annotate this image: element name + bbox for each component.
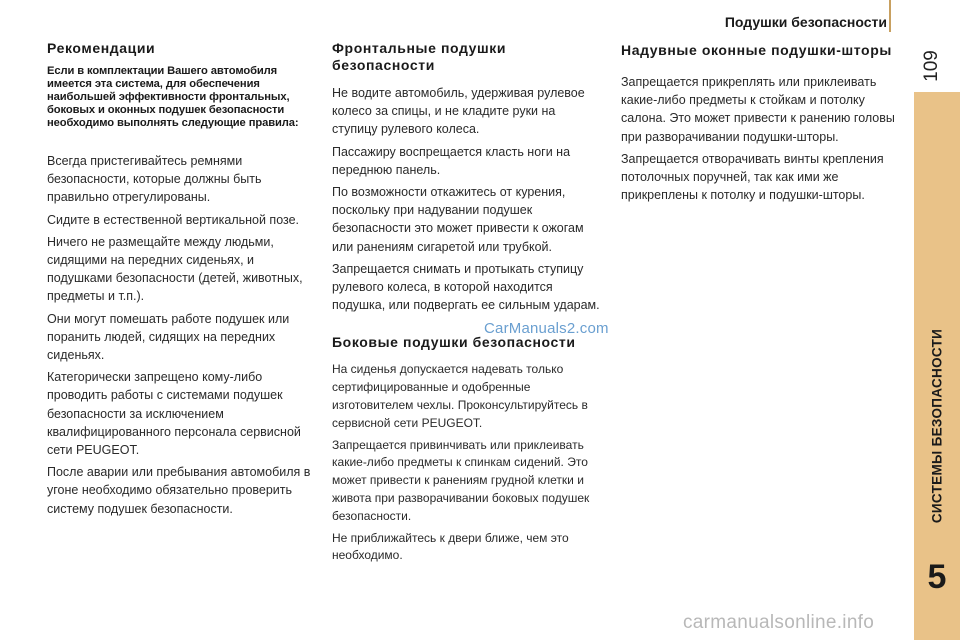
column-curtain-airbags <box>621 42 896 208</box>
front-airbags-heading: Фронтальные подушки безопасности <box>332 40 507 73</box>
curtain-airbags-heading: Надувные оконные подушки-шторы <box>621 42 892 58</box>
paragraph: Запрещается прикреплять или приклеивать какие-либо предметы к стойкам и потолку салона. Это может привести к ранению головы при разворачивании подушки-шторы. <box>621 75 895 144</box>
watermark-carmanualsonline: carmanualsonline.info <box>683 612 875 633</box>
paragraph: На сиденья допускается надевать только сертифицированные и одобренные изготовителем чехлы. Проконсультируйтесь в сервисной сети PEUGEOT. <box>332 362 588 430</box>
column-front-side-airbags <box>332 40 604 569</box>
recommendations-intro: Если в комплектации Вашего автомобиля имеется эта система, для обеспечения наибольшей эффективности фронтальных, боковых и оконных подушек безопасности необходимо выполнять следующие правила: <box>47 65 299 129</box>
page-number <box>920 46 944 86</box>
paragraph: Ничего не размещайте между людьми, сидящими на передних сиденьях, и подушками безопасности (детей, животных, предметы и т.п.). <box>47 234 303 304</box>
paragraph: По возможности откажитесь от курения, поскольку при надувании подушек безопасности это может привести к ожогам или ранениям сигаретой или трубкой. <box>332 185 584 254</box>
paragraph: Категорически запрещено кому-либо проводить работы с системами подушек безопасности за исключением квалифицированного персонала сервисной сети PEUGEOT. <box>47 370 301 458</box>
paragraph: Сидите в естественной вертикальной позе. <box>47 212 300 227</box>
side-airbags-body <box>332 361 604 565</box>
paragraph: Запрещается отворачивать винты крепления потолочных поручней, так как ими же прикреплены к потолку и подушки-шторы. <box>621 151 884 203</box>
paragraph: Они могут помешать работе подушек или поранить людей, сидящих на передних сиденьях. <box>47 311 290 363</box>
paragraph: Не приближайтесь к двери ближе, чем это необходимо. <box>332 530 569 563</box>
side-airbags-heading: Боковые подушки безопасности <box>332 334 576 351</box>
page-number-text: 109 <box>921 50 942 82</box>
column-recommendations <box>47 40 315 522</box>
paragraph: Запрещается привинчивать или приклеивать какие-либо предметы к спинкам сидений. Это может привести к ранениям грудной клетки и живота при разворачивании боковых подушек безопасности. <box>332 437 590 523</box>
paragraph: Всегда пристегивайтесь ремнями безопасности, которые должны быть правильно отрегулированы. <box>47 154 262 205</box>
paragraph: После аварии или пребывания автомобиля в угоне необходимо обязательно проверить систему подушек безопасности. <box>47 465 311 516</box>
chapter-number: 5 <box>927 558 947 596</box>
header-divider <box>889 0 891 32</box>
chapter-title-text: СИСТЕМЫ БЕЗОПАСНОСТИ <box>929 328 945 524</box>
chapter-title-vertical <box>914 292 960 560</box>
running-header-title: Подушки безопасности <box>724 14 887 30</box>
watermark-carmanuals2: CarManuals2.com <box>484 320 609 337</box>
paragraph: Не водите автомобиль, удерживая рулевое колесо за спицы, и не кладите руки на ступицу рулевого колеса. <box>332 86 585 137</box>
paragraph: Пассажиру воспрещается класть ноги на переднюю панель. <box>332 144 571 177</box>
paragraph: Запрещается снимать и протыкать ступицу рулевого колеса, в которой находится подушка, или подвергать ее сильным ударам. <box>332 261 600 313</box>
recommendations-heading: Рекомендации <box>47 40 156 56</box>
